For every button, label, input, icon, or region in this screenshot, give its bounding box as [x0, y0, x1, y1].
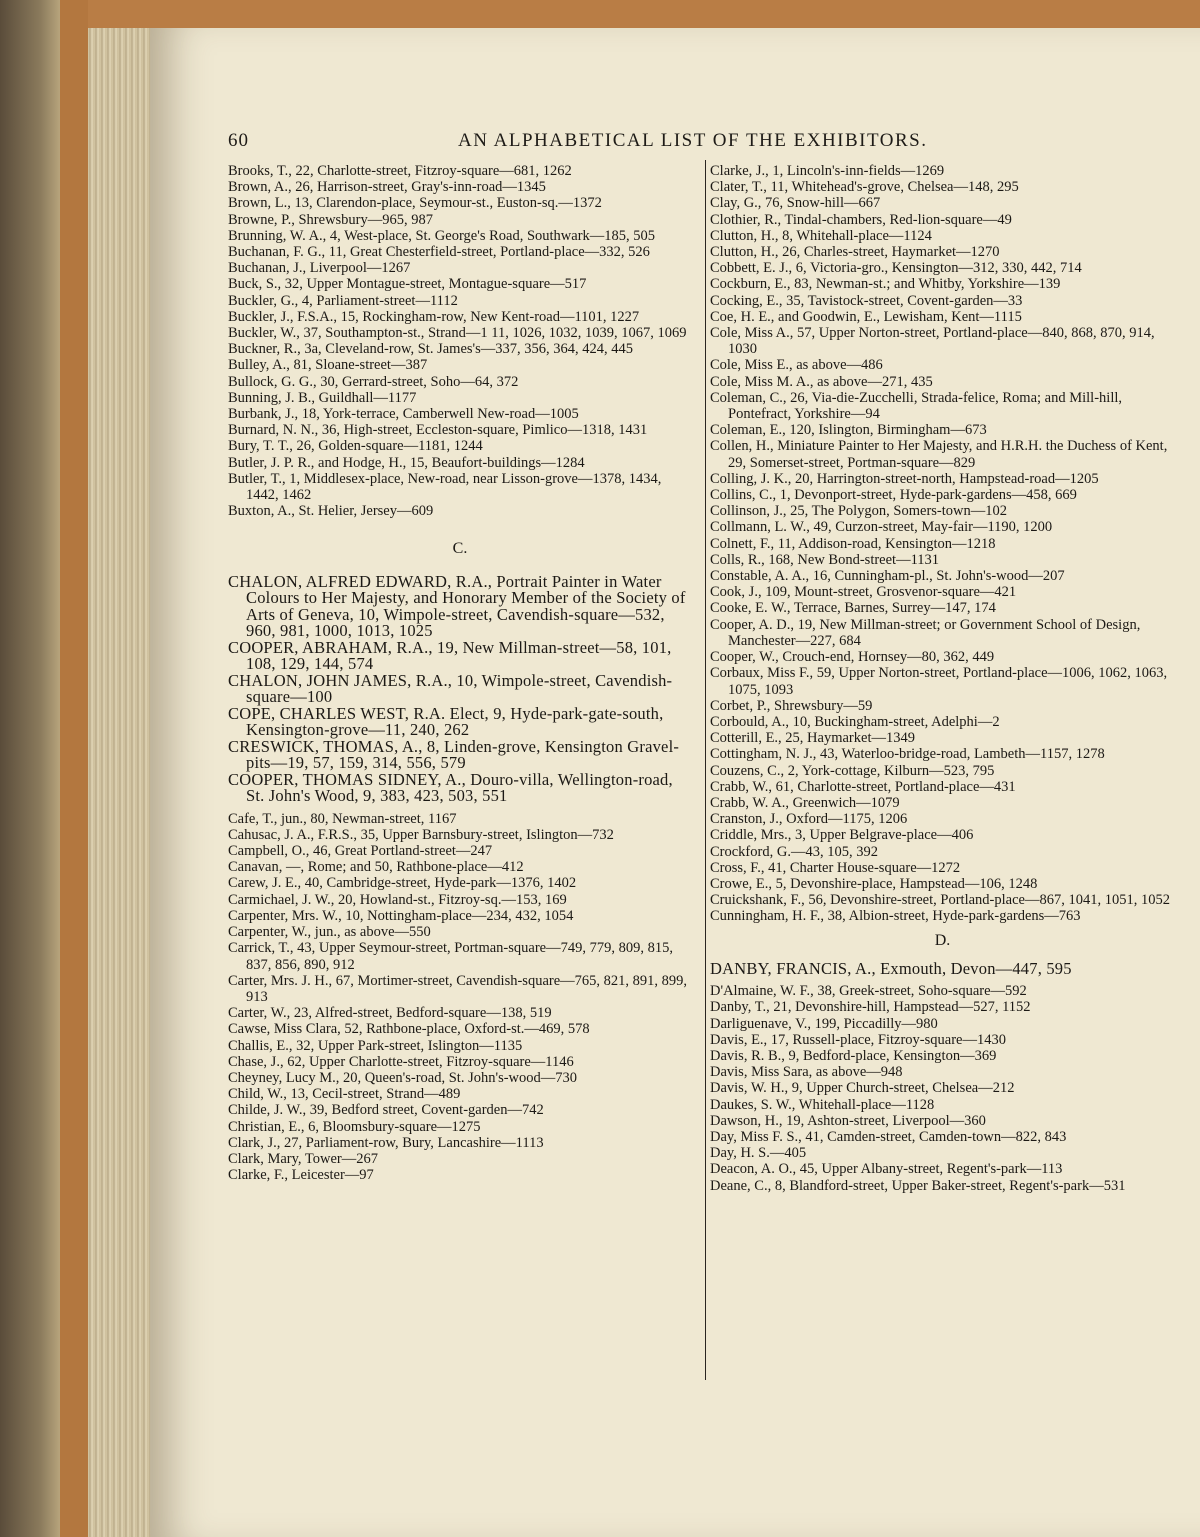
entries-d-list	[710, 983, 1175, 1194]
exhibitor-entry: Daukes, S. W., Whitehall-place—1128	[710, 1096, 935, 1113]
exhibitor-entry: Clutton, H., 26, Charles-street, Haymarket—1270	[710, 244, 1000, 261]
exhibitor-entry: Clarke, J., 1, Lincoln's-inn-fields—1269	[710, 163, 945, 179]
exhibitor-entry: Collmann, L. W., 49, Curzon-street, May-fair—1190, 1200	[710, 519, 1053, 536]
exhibitor-entry: Burbank, J., 18, York-terrace, Camberwell New-road—1005	[228, 406, 579, 423]
exhibitor-entry: Deacon, A. O., 45, Upper Albany-street, Regent's-park—113	[710, 1161, 1063, 1178]
exhibitor-entry: Clark, J., 27, Parliament-row, Bury, Lancashire—1113	[228, 1134, 544, 1151]
exhibitor-entry: Carpenter, W., jun., as above—550	[228, 924, 431, 941]
exhibitor-entry: Cole, Miss E., as above—486	[710, 357, 883, 374]
exhibitor-entry: Colls, R., 168, New Bond-street—1131	[710, 551, 940, 568]
exhibitor-entry: Buckner, R., 3a, Cleveland-row, St. James's—337, 356, 364, 424, 445	[228, 341, 634, 358]
exhibitor-entry: DANBY, FRANCIS, A., Exmouth, Devon—447, 595	[710, 958, 1072, 978]
exhibitor-entry: Coleman, C., 26, Via-die-Zucchelli, Strada-felice, Roma; and Mill-hill, Pontefract, Yorkshire—94	[710, 389, 1123, 423]
exhibitor-entry: Collinson, J., 25, The Polygon, Somers-town—102	[710, 503, 1007, 520]
exhibitor-entry: Carmichael, J. W., 20, Howland-st., Fitzroy-sq.—153, 169	[228, 891, 567, 908]
exhibitor-entry: Carter, Mrs. J. H., 67, Mortimer-street, Cavendish-square—765, 821, 891, 899, 913	[228, 972, 688, 1005]
exhibitor-entry: Canavan, —, Rome; and 50, Rathbone-place—412	[228, 859, 524, 876]
exhibitor-entry: Cross, F., 41, Charter House-square—1272	[710, 859, 961, 876]
exhibitor-entry: Collen, H., Miniature Painter to Her Majesty, and H.R.H. the Duchess of Kent, 29, Somerset-street, Portman-square—829	[710, 438, 1168, 471]
exhibitor-entry: Challis, E., 32, Upper Park-street, Islington—1135	[228, 1037, 523, 1054]
exhibitor-entry: Davis, W. H., 9, Upper Church-street, Chelsea—212	[710, 1080, 1015, 1097]
exhibitor-entry: Cruickshank, F., 56, Devonshire-street, Portland-place—867, 1041, 1051, 1052	[710, 892, 1170, 909]
entries-c-list	[228, 811, 692, 1184]
entries-c-continued-list	[710, 163, 1175, 925]
exhibitor-entry: Criddle, Mrs., 3, Upper Belgrave-place—406	[710, 827, 974, 844]
exhibitor-entry: Cotterill, E., 25, Haymarket—1349	[710, 730, 915, 747]
right-column	[710, 163, 1175, 1194]
exhibitor-entry: Carrick, T., 43, Upper Seymour-street, Portman-square—749, 779, 809, 815, 837, 856, 890, 912	[228, 940, 673, 973]
exhibitor-entry: Bury, T. T., 26, Golden-square—1181, 1244	[228, 438, 483, 455]
exhibitor-entry: Cranston, J., Oxford—1175, 1206	[710, 811, 908, 828]
exhibitor-entry: Collins, C., 1, Devonport-street, Hyde-park-gardens—458, 669	[710, 487, 1077, 504]
exhibitor-entry: Brunning, W. A., 4, West-place, St. George's Road, Southwark—185, 505	[228, 227, 656, 244]
exhibitor-entry: Christian, E., 6, Bloomsbury-square—1275	[228, 1118, 481, 1135]
exhibitor-entry: Crowe, E., 5, Devonshire-place, Hampstead—106, 1248	[710, 875, 1038, 892]
exhibitor-entry: Constable, A. A., 16, Cunningham-pl., St. John's-wood—207	[710, 568, 1065, 585]
exhibitor-entry: Crabb, W. A., Greenwich—1079	[710, 794, 900, 811]
exhibitor-entry: Brown, A., 26, Harrison-street, Gray's-inn-road—1345	[228, 179, 546, 196]
exhibitor-entry: Couzens, C., 2, York-cottage, Kilburn—523, 795	[710, 762, 995, 779]
exhibitor-entry: Child, W., 13, Cecil-street, Strand—489	[228, 1086, 461, 1103]
book-cover-spine	[60, 0, 88, 1537]
exhibitor-entry: D'Almaine, W. F., 38, Greek-street, Soho-square—592	[710, 983, 1027, 1000]
exhibitor-entry: Butler, T., 1, Middlesex-place, New-road, near Lisson-grove—1378, 1434, 1442, 1462	[228, 470, 662, 504]
exhibitor-entry: Bulley, A., 81, Sloane-street—387	[228, 357, 428, 374]
exhibitor-entry: Cahusac, J. A., F.R.S., 35, Upper Barnsbury-street, Islington—732	[228, 826, 614, 843]
exhibitor-entry: Butler, J. P. R., and Hodge, H., 15, Beaufort-buildings—1284	[228, 454, 585, 471]
exhibitor-entry: Davis, Miss Sara, as above—948	[710, 1064, 903, 1081]
entries-b-list	[228, 163, 692, 519]
entries-d-academicians	[710, 958, 1175, 978]
exhibitor-entry: Carew, J. E., 40, Cambridge-street, Hyde-park—1376, 1402	[228, 875, 577, 892]
exhibitor-entry: Crabb, W., 61, Charlotte-street, Portland-place—431	[710, 778, 1016, 795]
exhibitor-entry: Clay, G., 76, Snow-hill—667	[710, 195, 881, 212]
exhibitor-entry: Clark, Mary, Tower—267	[228, 1150, 378, 1167]
exhibitor-entry: Colnett, F., 11, Addison-road, Kensington—1218	[710, 535, 996, 552]
exhibitor-entry: Clothier, R., Tindal-chambers, Red-lion-square—49	[710, 211, 1012, 228]
exhibitor-entry: Carpenter, Mrs. W., 10, Nottingham-place—234, 432, 1054	[228, 907, 574, 924]
exhibitor-entry: COOPER, THOMAS SIDNEY, A., Douro-villa, Wellington-road, St. John's Wood, 9, 383, 423, 503, 551	[228, 769, 673, 806]
exhibitor-entry: Clater, T., 11, Whitehead's-grove, Chelsea—148, 295	[710, 179, 1019, 196]
section-heading-c: C.	[452, 540, 468, 558]
exhibitor-entry: Cawse, Miss Clara, 52, Rathbone-place, Oxford-st.—469, 578	[228, 1021, 590, 1038]
page-number: 60	[228, 130, 249, 151]
column-divider	[705, 160, 706, 1380]
exhibitor-entry: Buxton, A., St. Helier, Jersey—609	[228, 503, 434, 520]
exhibitor-entry: Brooks, T., 22, Charlotte-street, Fitzroy-square—681, 1262	[228, 163, 572, 179]
exhibitor-entry: Buckler, J., F.S.A., 15, Rockingham-row, New Kent-road—1101, 1227	[228, 308, 640, 325]
exhibitor-entry: Brown, L., 13, Clarendon-place, Seymour-st., Euston-sq.—1372	[228, 195, 602, 212]
exhibitor-entry: Cole, Miss A., 57, Upper Norton-street, Portland-place—840, 868, 870, 914, 1030	[710, 325, 1155, 358]
exhibitor-entry: Cooper, W., Crouch-end, Hornsey—80, 362, 449	[710, 649, 995, 666]
exhibitor-entry: Coe, H. E., and Goodwin, E., Lewisham, Kent—1115	[710, 308, 1022, 325]
exhibitor-entry: Browne, P., Shrewsbury—965, 987	[228, 211, 434, 228]
exhibitor-entry: Buckler, W., 37, Southampton-st., Strand—1 11, 1026, 1032, 1039, 1067, 1069	[228, 325, 687, 342]
exhibitor-entry: Corbet, P., Shrewsbury—59	[710, 697, 873, 714]
exhibitor-entry: Davis, E., 17, Russell-place, Fitzroy-square—1430	[710, 1031, 1006, 1048]
exhibitor-entry: Colling, J. K., 20, Harrington-street-north, Hampstead-road—1205	[710, 470, 1099, 487]
exhibitor-entry: Burnard, N. N., 36, High-street, Eccleston-square, Pimlico—1318, 1431	[228, 422, 648, 439]
exhibitor-entry: Corbaux, Miss F., 59, Upper Norton-street, Portland-place—1006, 1062, 1063, 1075, 1093	[710, 665, 1168, 698]
exhibitor-entry: Chase, J., 62, Upper Charlotte-street, Fitzroy-square—1146	[228, 1053, 574, 1070]
exhibitor-entry: CHALON, ALFRED EDWARD, R.A., Portrait Painter in Water Colours to Her Majesty, and Honorary Member of the Society of Arts of Geneva, 10, Wimpole-street, Cavendish-square—532, 960, 981, 1000, 1013, 1025	[228, 571, 686, 641]
section-heading-d: D.	[934, 931, 951, 949]
exhibitor-entry: Carter, W., 23, Alfred-street, Bedford-square—138, 519	[228, 1005, 552, 1022]
exhibitor-entry: Cook, J., 109, Mount-street, Grosvenor-square—421	[710, 584, 1017, 601]
exhibitor-entry: COPE, CHARLES WEST, R.A. Elect, 9, Hyde-park-gate-south, Kensington-grove—11, 240, 262	[228, 703, 664, 740]
exhibitor-entry: Bullock, G. G., 30, Gerrard-street, Soho—64, 372	[228, 373, 519, 390]
exhibitor-entry: Cheyney, Lucy M., 20, Queen's-road, St. John's-wood—730	[228, 1069, 578, 1086]
exhibitor-entry: CHALON, JOHN JAMES, R.A., 10, Wimpole-street, Cavendish-square—100	[228, 670, 673, 707]
exhibitor-entry: Day, Miss F. S., 41, Camden-street, Camden-town—822, 843	[710, 1129, 1067, 1146]
exhibitor-entry: Cocking, E., 35, Tavistock-street, Covent-garden—33	[710, 292, 1023, 309]
exhibitor-entry: Cooke, E. W., Terrace, Barnes, Surrey—147, 174	[710, 600, 996, 617]
exhibitor-entry: Davis, R. B., 9, Bedford-place, Kensington—369	[710, 1048, 997, 1065]
entries-c-academicians	[228, 571, 692, 806]
exhibitor-entry: CRESWICK, THOMAS, A., 8, Linden-grove, Kensington Gravel-pits—19, 57, 159, 314, 556, 579	[228, 736, 680, 773]
exhibitor-entry: Buck, S., 32, Upper Montague-street, Montague-square—517	[228, 276, 587, 293]
exhibitor-entry: Darliguenave, V., 199, Piccadilly—980	[710, 1015, 938, 1032]
page-header	[228, 130, 1188, 160]
exhibitor-entry: Dawson, H., 19, Ashton-street, Liverpool—360	[710, 1112, 986, 1129]
exhibitor-entry: Coleman, E., 120, Islington, Birmingham—673	[710, 422, 987, 439]
exhibitor-entry: Deane, C., 8, Blandford-street, Upper Baker-street, Regent's-park—531	[710, 1177, 1126, 1194]
exhibitor-entry: Cafe, T., jun., 80, Newman-street, 1167	[228, 810, 457, 827]
exhibitor-entry: Buchanan, F. G., 11, Great Chesterfield-street, Portland-place—332, 526	[228, 244, 650, 261]
exhibitor-entry: Cobbett, E. J., 6, Victoria-gro., Kensington—312, 330, 442, 714	[710, 260, 1082, 277]
exhibitor-entry: Danby, T., 21, Devonshire-hill, Hampstead—527, 1152	[710, 999, 1031, 1016]
left-column	[228, 163, 692, 1183]
exhibitor-entry: Bunning, J. B., Guildhall—1177	[228, 389, 417, 406]
exhibitor-entry: Day, H. S.—405	[710, 1145, 807, 1162]
exhibitor-entry: COOPER, ABRAHAM, R.A., 19, New Millman-street—58, 101, 108, 129, 144, 574	[228, 637, 672, 674]
exhibitor-entry: Cottingham, N. J., 43, Waterloo-bridge-road, Lambeth—1157, 1278	[710, 746, 1105, 763]
exhibitor-entry: Cole, Miss M. A., as above—271, 435	[710, 373, 933, 390]
page-title: AN ALPHABETICAL LIST OF THE EXHIBITORS.	[458, 130, 928, 151]
exhibitor-entry: Corbould, A., 10, Buckingham-street, Adelphi—2	[710, 713, 1000, 730]
exhibitor-entry: Crockford, G.—43, 105, 392	[710, 843, 878, 860]
exhibitor-entry: Buckler, G., 4, Parliament-street—1112	[228, 292, 458, 309]
exhibitor-entry: Buchanan, J., Liverpool—1267	[228, 260, 411, 277]
book-cover-top-edge	[60, 0, 1200, 28]
exhibitor-entry: Childe, J. W., 39, Bedford street, Covent-garden—742	[228, 1102, 544, 1119]
exhibitor-entry: Cockburn, E., 83, Newman-st.; and Whitby, Yorkshire—139	[710, 276, 1061, 293]
exhibitor-entry: Clarke, F., Leicester—97	[228, 1167, 374, 1184]
exhibitor-entry: Cunningham, H. F., 38, Albion-street, Hyde-park-gardens—763	[710, 908, 1081, 925]
exhibitor-entry: Cooper, A. D., 19, New Millman-street; or Government School of Design, Manchester—227, 684	[710, 616, 1141, 649]
exhibitor-entry: Clutton, H., 8, Whitehall-place—1124	[710, 227, 932, 244]
exhibitor-entry: Campbell, O., 46, Great Portland-street—247	[228, 843, 493, 860]
